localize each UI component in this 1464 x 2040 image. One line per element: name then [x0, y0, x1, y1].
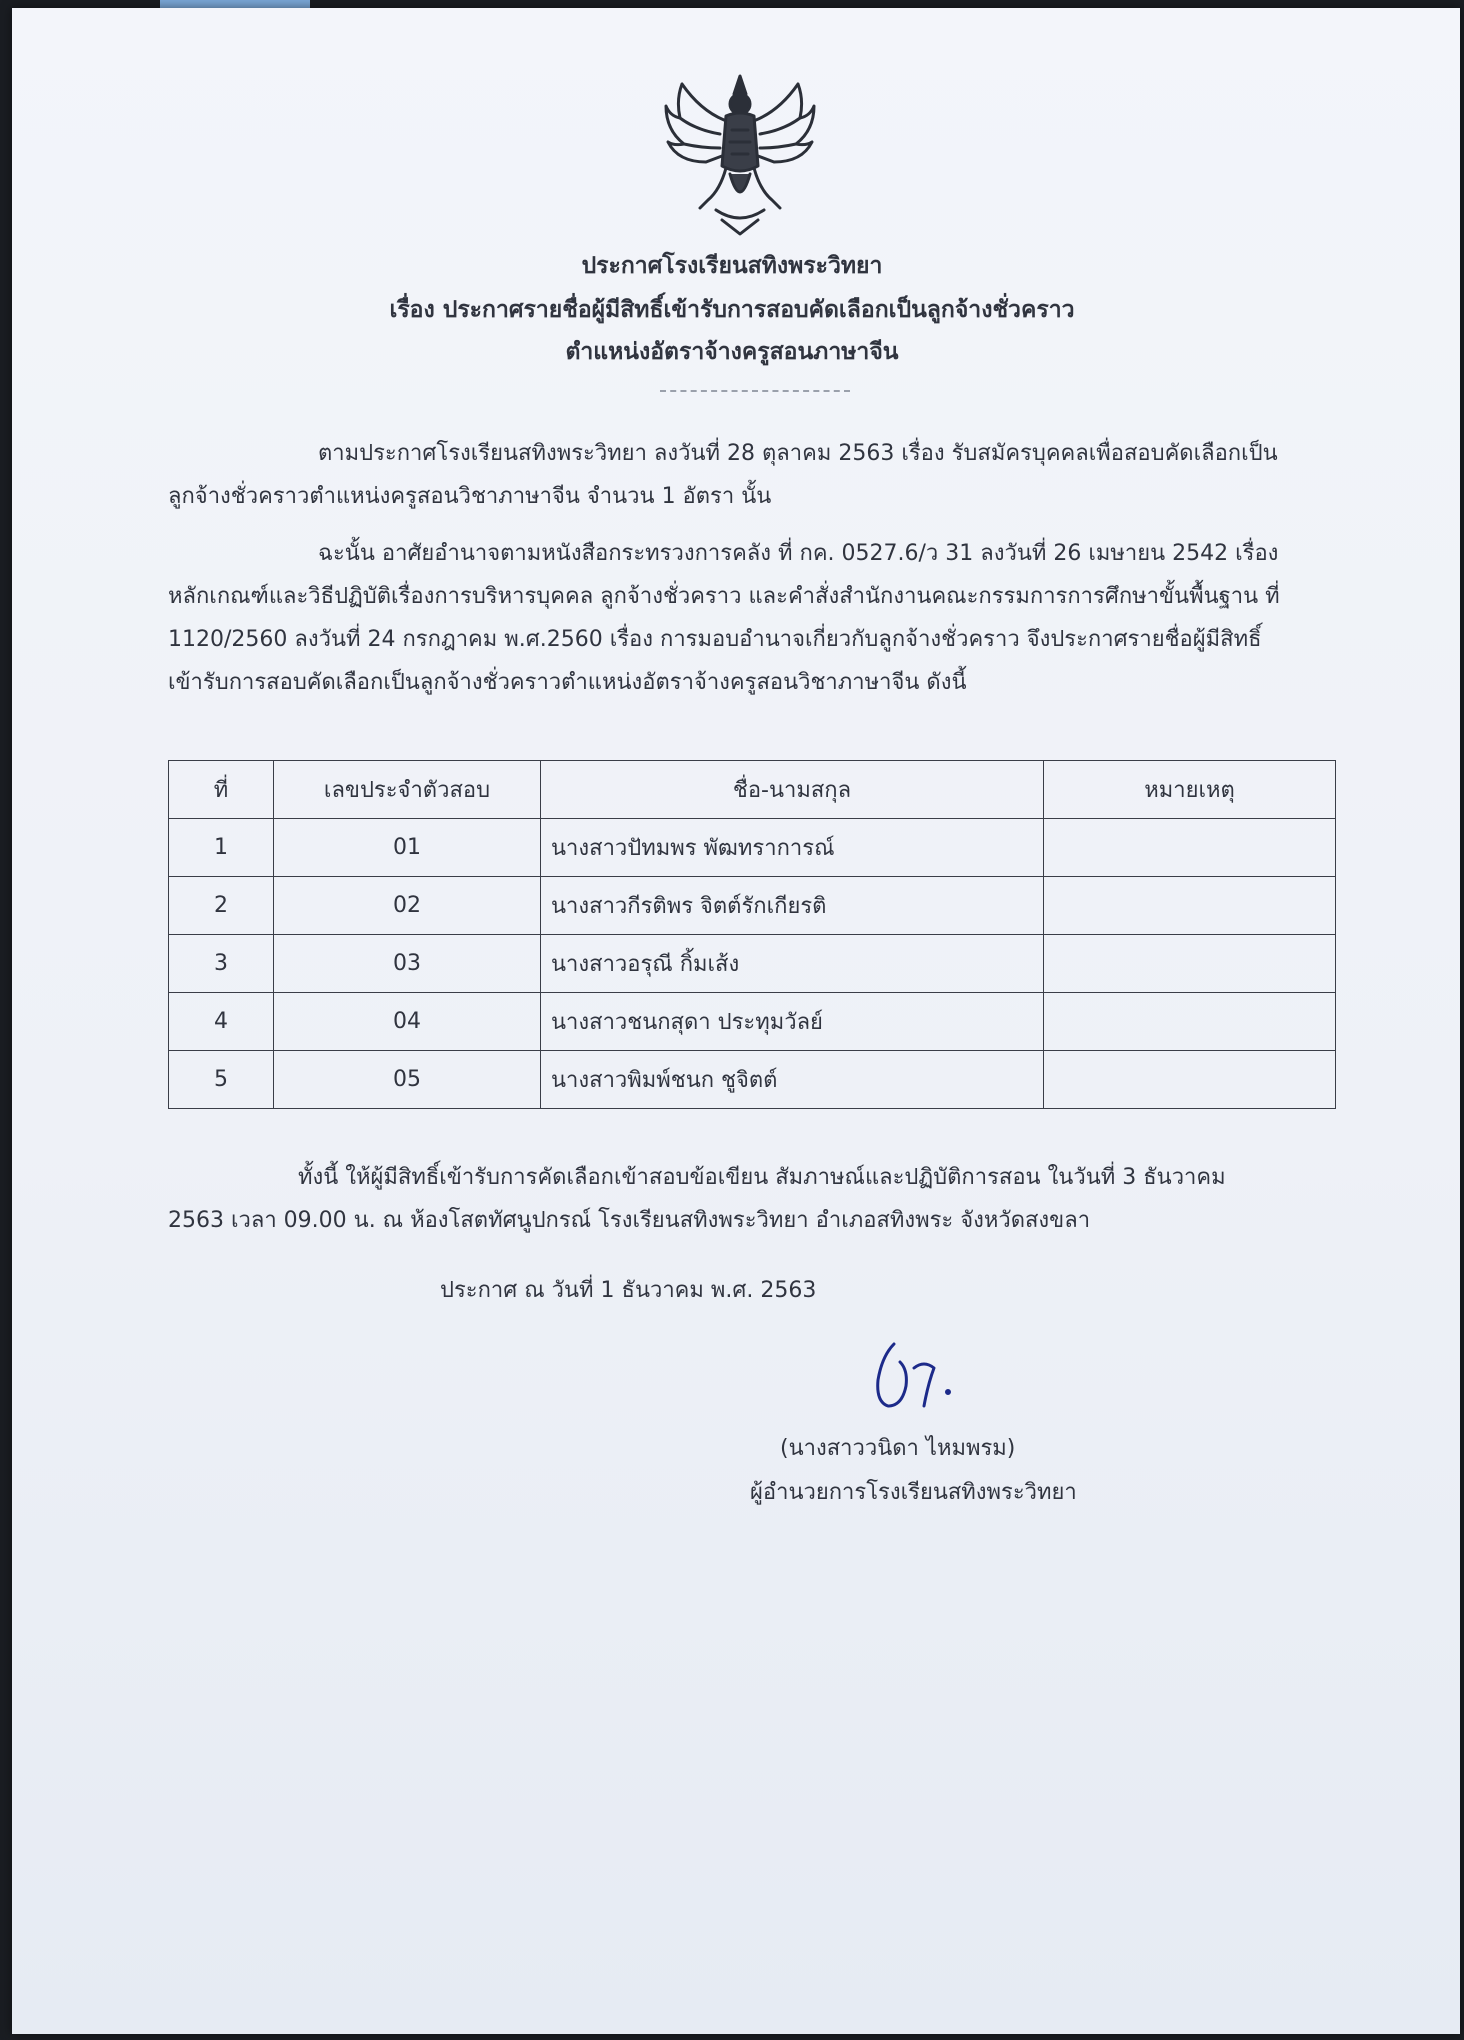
paragraph-authority-text: ฉะนั้น อาศัยอำนาจตามหนังสือกระทรวงการคลัง ที่ กค. 0527.6/ว 31 ลงวันที่ 26 เมษายน 2542 เรื่อง หลักเกณฑ์และวิธีปฏิบัติเรื่องการบริหารบุคคล ลูกจ้างชั่วคราว และคำสั่งสำนักงานคณะกรรมการการศึกษาขั้นพื้นฐาน ที่ 1120/2560 ลงวันที่ 24 กรกฎาคม พ.ศ.2560 เรื่อง การมอบอำนาจเกี่ยวกับลูกจ้างชั่วคราว จึงประกาศรายชื่อผู้มีสิทธิ์เข้ารับการสอบคัดเลือกเป็นลูกจ้างชั่วคราวตำแหน่งอัตราจ้างครูสอนวิชาภาษาจีน ดังนี้ — [168, 541, 1280, 695]
cell-name: นางสาวชนกสุดา ประทุมวัลย์ — [541, 993, 1044, 1051]
document-position: ตำแหน่งอัตราจ้างครูสอนภาษาจีน — [565, 339, 899, 365]
paragraph-exam-details-text: ทั้งนี้ ให้ผู้มีสิทธิ์เข้ารับการคัดเลือกเข้าสอบข้อเขียน สัมภาษณ์และปฏิบัติการสอน ในวันที่ 3 ธันวาคม 2563 เวลา 09.00 น. ณ ห้องโสตทัศนูปกรณ์ โรงเรียนสทิงพระวิทยา อำเภอสทิงพระ จังหวัดสงขลา — [168, 1165, 1226, 1233]
cell-exam-id: 04 — [274, 993, 541, 1051]
document-subject: เรื่อง ประกาศรายชื่อผู้มีสิทธิ์เข้ารับการสอบคัดเลือกเป็นลูกจ้างชั่วคราว — [389, 297, 1075, 323]
cell-name: นางสาวอรุณี กิ้มเส้ง — [541, 935, 1044, 993]
header-name: ชื่อ-นามสกุล — [541, 761, 1044, 819]
cell-no: 1 — [169, 819, 274, 877]
signatory-name: (นางสาววนิดา ไหมพรม) — [780, 1436, 1016, 1461]
garuda-emblem-icon — [660, 70, 820, 240]
table-row — [169, 935, 1336, 993]
table-header-row — [169, 761, 1336, 819]
cell-note — [1044, 877, 1336, 935]
paragraph-authority — [168, 532, 1280, 704]
cell-exam-id: 02 — [274, 877, 541, 935]
table-row — [169, 877, 1336, 935]
paragraph-reference — [168, 432, 1280, 518]
handwritten-signature — [862, 1334, 962, 1424]
cell-note — [1044, 1051, 1336, 1109]
corner-tab — [160, 0, 310, 8]
table-row — [169, 1051, 1336, 1109]
header-exam-id: เลขประจำตัวสอบ — [274, 761, 541, 819]
cell-no: 2 — [169, 877, 274, 935]
table-row — [169, 993, 1336, 1051]
title-divider — [660, 390, 850, 392]
announcement-date: ประกาศ ณ วันที่ 1 ธันวาคม พ.ศ. 2563 — [440, 1278, 817, 1303]
cell-note — [1044, 935, 1336, 993]
header-note: หมายเหตุ — [1044, 761, 1336, 819]
header-no: ที่ — [169, 761, 274, 819]
cell-note — [1044, 993, 1336, 1051]
cell-no: 3 — [169, 935, 274, 993]
cell-no: 5 — [169, 1051, 274, 1109]
candidate-table — [168, 760, 1336, 1109]
cell-exam-id: 03 — [274, 935, 541, 993]
paragraph-reference-text: ตามประกาศโรงเรียนสทิงพระวิทยา ลงวันที่ 28 ตุลาคม 2563 เรื่อง รับสมัครบุคคลเพื่อสอบคัดเลือกเป็นลูกจ้างชั่วคราวตำแหน่งครูสอนวิชาภาษาจีน จำนวน 1 อัตรา นั้น — [168, 441, 1278, 509]
cell-name: นางสาวปัทมพร พัฒทราการณ์ — [541, 819, 1044, 877]
cell-name: นางสาวพิมพ์ชนก ชูจิตต์ — [541, 1051, 1044, 1109]
cell-exam-id: 01 — [274, 819, 541, 877]
document-title: ประกาศโรงเรียนสทิงพระวิทยา — [581, 253, 883, 279]
cell-no: 4 — [169, 993, 274, 1051]
cell-note — [1044, 819, 1336, 877]
signatory-title: ผู้อำนวยการโรงเรียนสทิงพระวิทยา — [750, 1480, 1077, 1505]
cell-exam-id: 05 — [274, 1051, 541, 1109]
cell-name: นางสาวกีรติพร จิตต์รักเกียรติ — [541, 877, 1044, 935]
paragraph-exam-details — [168, 1156, 1280, 1242]
table-row — [169, 819, 1336, 877]
